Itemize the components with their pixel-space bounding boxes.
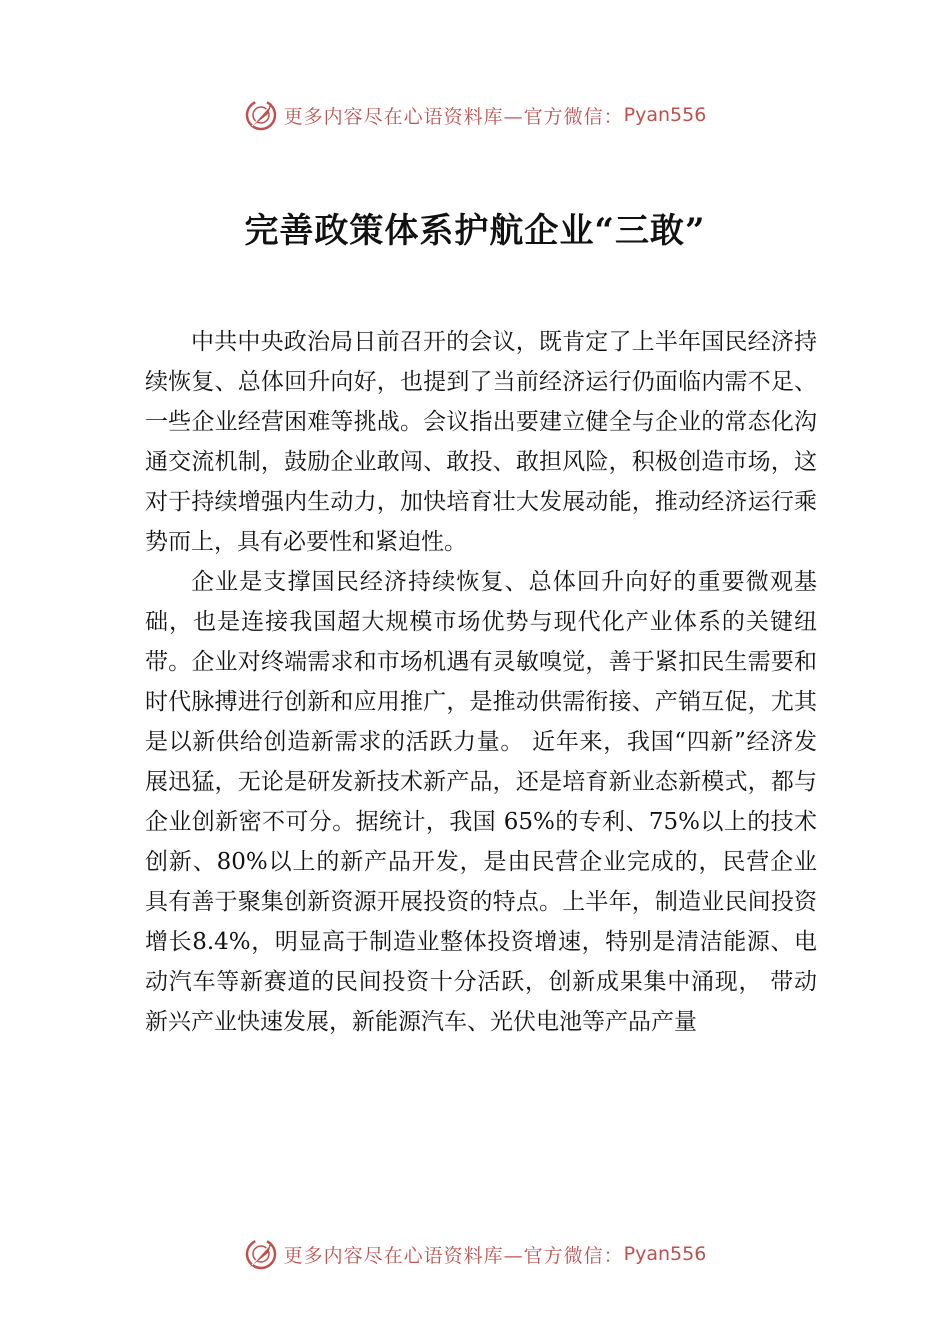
article-title: 完善政策体系护航企业“三敢” [244,211,706,251]
banner-text: 更多内容尽在心语资料库—官方微信： [283,1244,624,1267]
quill-seal-logo-icon [244,98,278,132]
header-banner [0,95,950,135]
footer-banner [0,1234,950,1274]
quill-seal-logo-icon [244,1237,278,1271]
article-body [145,322,817,1042]
wechat-id: Pyan556 [623,104,707,126]
paragraph: 企业是支撑国民经济持续恢复、总体回升向好的重要微观基础，也是连接我国超大规模市场优势与现代化产业体系的关键纽带。企业对终端需求和市场机遇有灵敏嗅觉，善于紧扣民生需要和时代脉搏进行创新和应用推广，是推动供需衔接、产销互促，尤其是以新供给创造新需求的活跃力量。 近年来，我国“四新”经济发展迅猛，无论是研发新技术新产品，还是培育新业态新模式，都与企业创新密不可分。据统计，我国 65%的专利、75%以上的技术创新、80%以上的新产品开发，是由民营企业完成的，民营企业具有善于聚集创新资源开展投资的特点。上半年，制造业民间投资增长8.4%，明显高于制造业整体投资增速，特别是清洁能源、电动汽车等新赛道的民间投资十分活跃，创新成果集中涌现， 带动新兴产业快速发展，新能源汽车、光伏电池等产品产量 [145,569,817,1035]
banner-text: 更多内容尽在心语资料库—官方微信： [283,105,624,128]
wechat-id: Pyan556 [623,1243,707,1265]
paragraph: 中共中央政治局日前召开的会议，既肯定了上半年国民经济持续恢复、总体回升向好，也提到了当前经济运行仍面临内需不足、一些企业经营困难等挑战。会议指出要建立健全与企业的常态化沟通交流机制，鼓励企业敢闯、敢投、敢担风险，积极创造市场，这对于持续增强内生动力，加快培育壮大发展动能，推动经济运行乘势而上，具有必要性和紧迫性。 [145,329,817,555]
